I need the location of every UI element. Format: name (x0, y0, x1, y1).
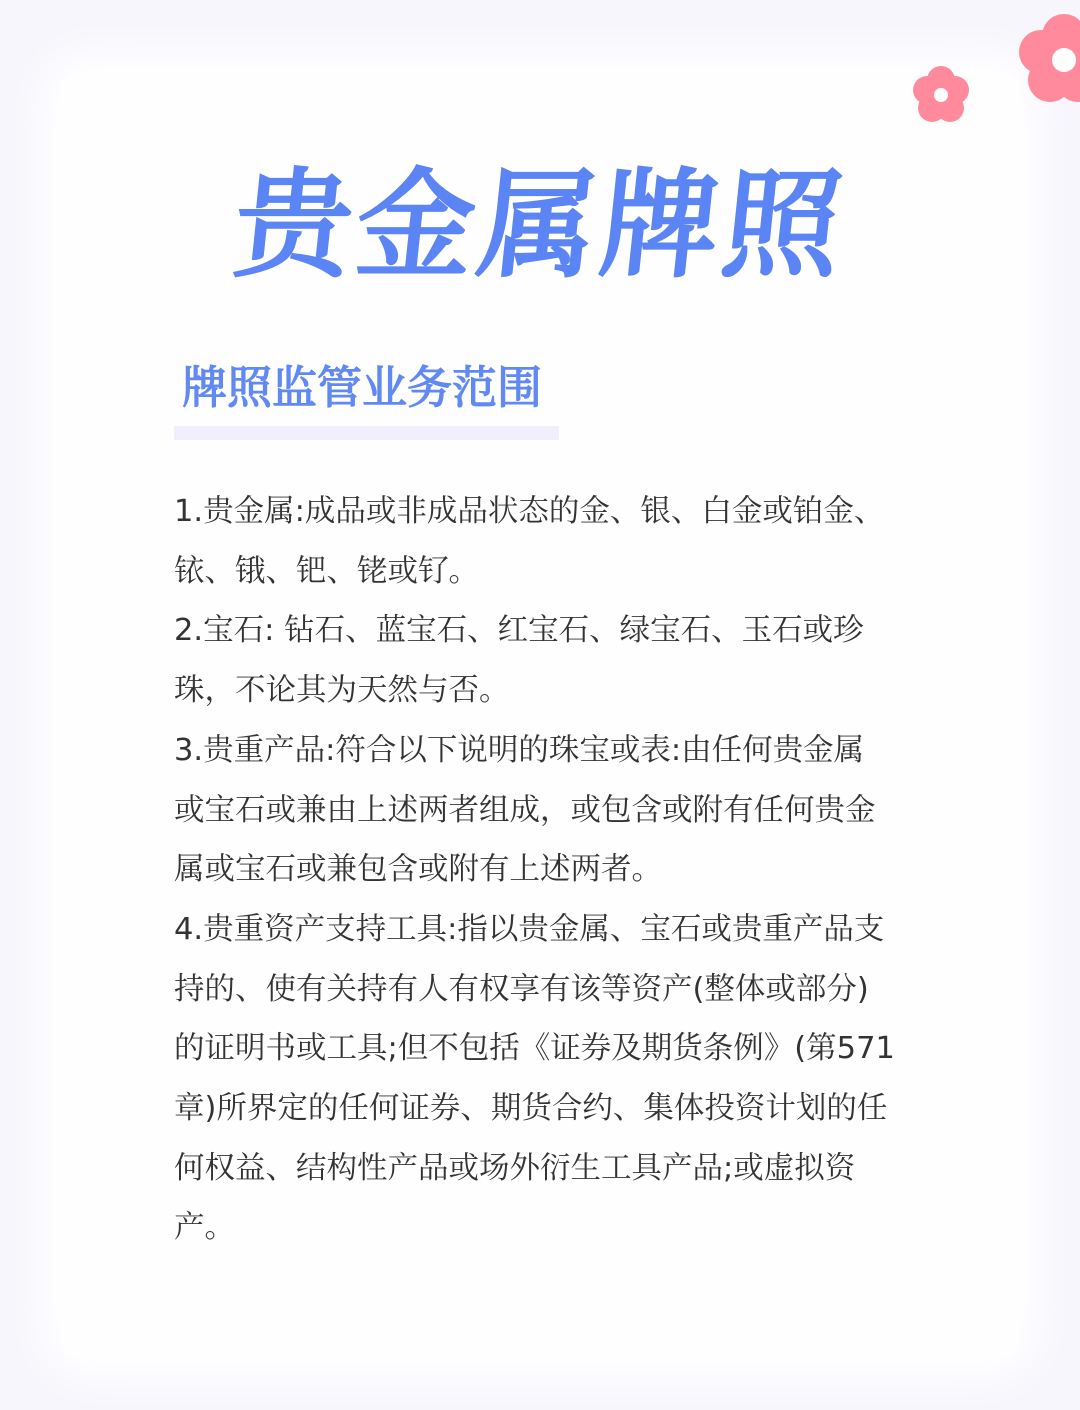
text-line: 持的、使有关持有人有权享有该等资产(整体或部分) (174, 971, 869, 1007)
text-line: 属或宝石或兼包含或附有上述两者。 (174, 852, 662, 888)
flower-icon (1014, 12, 1080, 108)
subtitle-underline (174, 426, 559, 440)
text-line: 产。 (174, 1210, 235, 1246)
flower-icon (908, 64, 974, 126)
body-text (174, 482, 964, 1258)
text-line: 或宝石或兼由上述两者组成，或包含或附有任何贵金 (174, 792, 876, 828)
section-subtitle: 牌照监管业务范围 (182, 361, 543, 414)
text-line: 3.贵重产品:符合以下说明的珠宝或表:由任何贵金属 (174, 732, 865, 768)
text-line: 铱、锇、钯、铑或钌。 (174, 553, 479, 589)
text-line: 4.贵重资产支持工具:指以贵金属、宝石或贵重产品支 (174, 911, 885, 947)
text-line: 章)所界定的任何证券、期货合约、集体投资计划的任 (174, 1091, 888, 1127)
text-line: 珠，不论其为天然与否。 (174, 673, 510, 709)
text-line: 的证明书或工具;但不包括《证券及期货条例》(第571 (174, 1031, 895, 1067)
text-line: 1.贵金属:成品或非成品状态的金、银、白金或铂金、 (174, 494, 885, 529)
text-line: 2.宝石: 钻石、蓝宝石、红宝石、绿宝石、玉石或珍 (174, 613, 864, 649)
page-title: 贵金属牌照 (227, 156, 853, 294)
text-line: 何权益、结构性产品或场外衍生工具产品;或虚拟资 (174, 1150, 856, 1186)
